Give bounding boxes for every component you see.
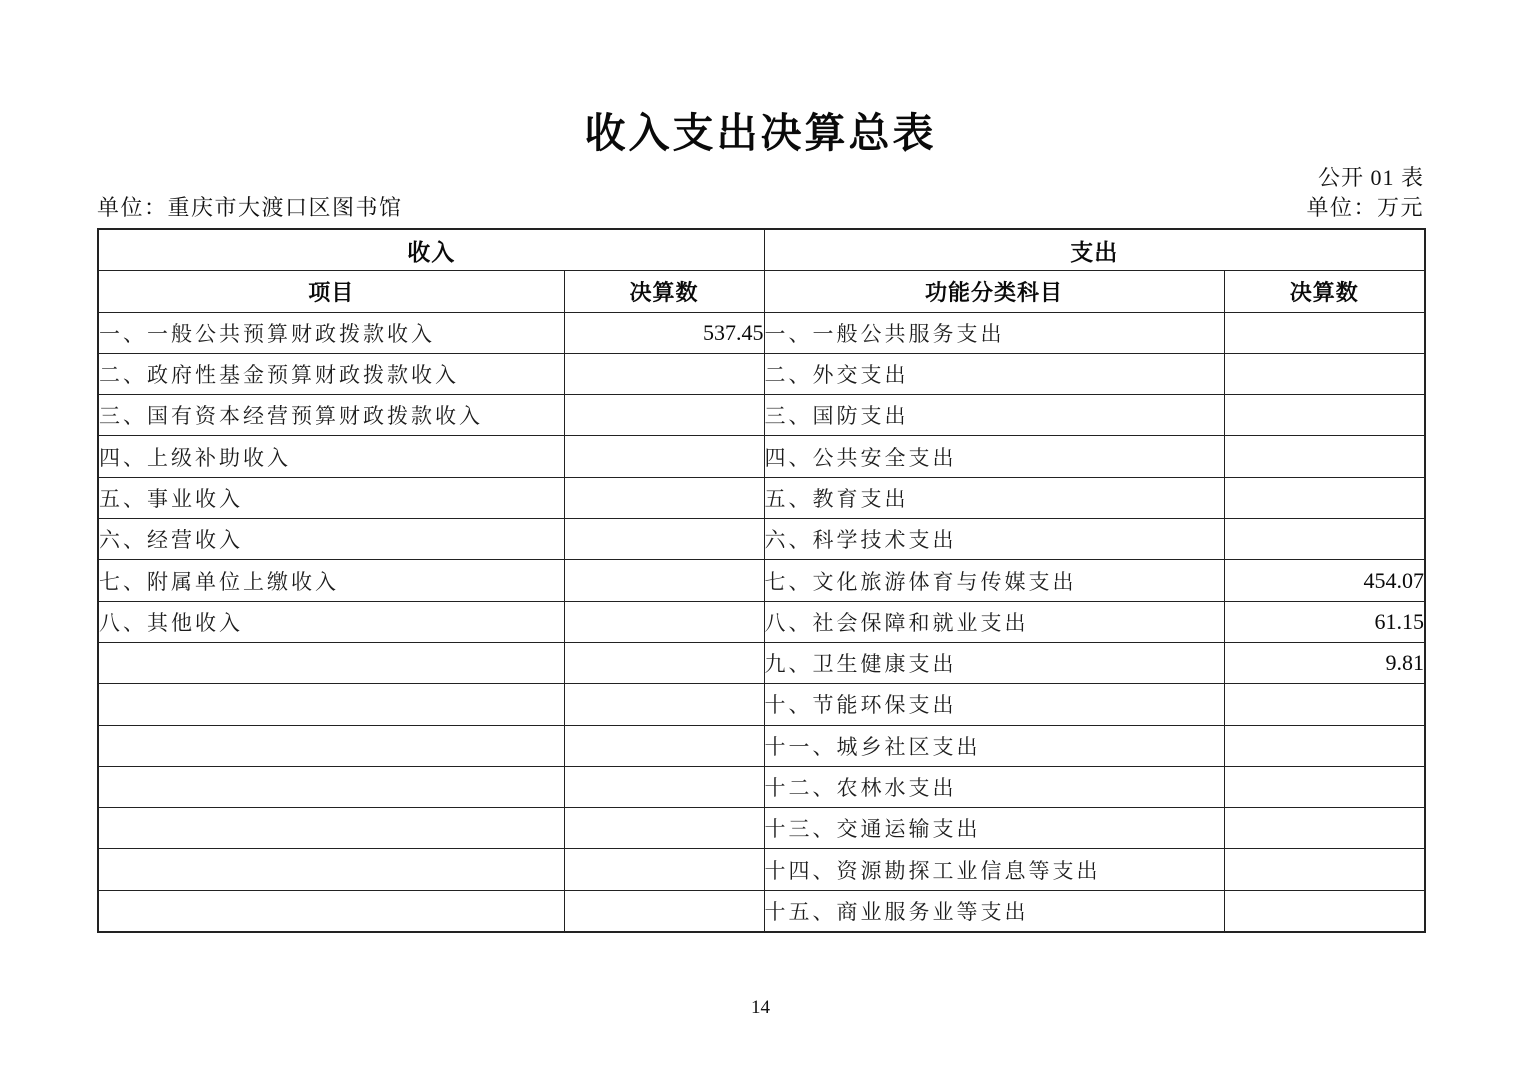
expense-item: 十三、交通运输支出 bbox=[764, 808, 1224, 849]
expense-value bbox=[1224, 766, 1425, 807]
expense-item: 六、科学技术支出 bbox=[764, 519, 1224, 560]
unit-of-measure: 单位：万元 bbox=[1306, 195, 1424, 220]
unit-name: 单位：重庆市大渡口区图书馆 bbox=[97, 195, 403, 220]
income-item: 八、其他收入 bbox=[98, 601, 564, 642]
income-item bbox=[98, 849, 564, 890]
income-value bbox=[564, 560, 764, 601]
income-item: 三、国有资本经营预算财政拨款收入 bbox=[98, 395, 564, 436]
income-value: 537.45 bbox=[564, 312, 764, 353]
expense-item: 十二、农林水支出 bbox=[764, 766, 1224, 807]
table-row bbox=[98, 601, 1425, 642]
expense-value bbox=[1224, 477, 1425, 518]
page-title: 收入支出决算总表 bbox=[584, 110, 937, 156]
table-row bbox=[98, 725, 1425, 766]
expense-value bbox=[1224, 395, 1425, 436]
income-value bbox=[564, 642, 764, 683]
income-value bbox=[564, 890, 764, 932]
table-row bbox=[98, 766, 1425, 807]
income-item bbox=[98, 890, 564, 932]
income-item: 六、经营收入 bbox=[98, 519, 564, 560]
expense-item-column-header: 功能分类科目 bbox=[764, 271, 1224, 312]
expense-item: 十一、城乡社区支出 bbox=[764, 725, 1224, 766]
income-section-header: 收入 bbox=[98, 229, 764, 271]
expense-value bbox=[1224, 684, 1425, 725]
income-value bbox=[564, 477, 764, 518]
expense-value: 454.07 bbox=[1224, 560, 1425, 601]
expense-value bbox=[1224, 312, 1425, 353]
income-value bbox=[564, 436, 764, 477]
income-item bbox=[98, 684, 564, 725]
table-row bbox=[98, 353, 1425, 394]
page-number: 14 bbox=[751, 997, 770, 1018]
expense-value bbox=[1224, 353, 1425, 394]
income-value bbox=[564, 808, 764, 849]
income-item: 一、一般公共预算财政拨款收入 bbox=[98, 312, 564, 353]
expense-section-header: 支出 bbox=[764, 229, 1425, 271]
income-item bbox=[98, 642, 564, 683]
expense-value bbox=[1224, 436, 1425, 477]
income-item-column-header: 项目 bbox=[98, 271, 564, 312]
income-item: 四、上级补助收入 bbox=[98, 436, 564, 477]
table-row bbox=[98, 642, 1425, 683]
section-header-row bbox=[98, 229, 1425, 271]
table-row bbox=[98, 808, 1425, 849]
income-value-column-header: 决算数 bbox=[564, 271, 764, 312]
table-row bbox=[98, 477, 1425, 518]
meta-row bbox=[97, 191, 1424, 222]
income-value bbox=[564, 519, 764, 560]
income-item: 二、政府性基金预算财政拨款收入 bbox=[98, 353, 564, 394]
expense-item: 十、节能环保支出 bbox=[764, 684, 1224, 725]
income-value bbox=[564, 766, 764, 807]
expense-value bbox=[1224, 849, 1425, 890]
expense-value bbox=[1224, 519, 1425, 560]
income-item: 五、事业收入 bbox=[98, 477, 564, 518]
expense-item: 五、教育支出 bbox=[764, 477, 1224, 518]
income-item bbox=[98, 808, 564, 849]
income-value bbox=[564, 601, 764, 642]
income-value bbox=[564, 684, 764, 725]
table-row bbox=[98, 849, 1425, 890]
column-header-row bbox=[98, 271, 1425, 312]
expense-item: 一、一般公共服务支出 bbox=[764, 312, 1224, 353]
table-row bbox=[98, 436, 1425, 477]
expense-value bbox=[1224, 890, 1425, 932]
budget-summary-table bbox=[97, 228, 1426, 933]
income-value bbox=[564, 353, 764, 394]
table-row bbox=[98, 560, 1425, 601]
income-value bbox=[564, 725, 764, 766]
expense-item: 十四、资源勘探工业信息等支出 bbox=[764, 849, 1224, 890]
income-item: 七、附属单位上缴收入 bbox=[98, 560, 564, 601]
expense-item: 二、外交支出 bbox=[764, 353, 1224, 394]
expense-item: 十五、商业服务业等支出 bbox=[764, 890, 1224, 932]
table-row bbox=[98, 395, 1425, 436]
expense-item: 七、文化旅游体育与传媒支出 bbox=[764, 560, 1224, 601]
table-row bbox=[98, 312, 1425, 353]
income-value bbox=[564, 849, 764, 890]
table-row bbox=[98, 519, 1425, 560]
income-item bbox=[98, 766, 564, 807]
expense-value-column-header: 决算数 bbox=[1224, 271, 1425, 312]
income-value bbox=[564, 395, 764, 436]
expense-value bbox=[1224, 725, 1425, 766]
expense-item: 四、公共安全支出 bbox=[764, 436, 1224, 477]
table-number: 公开 01 表 bbox=[1317, 165, 1424, 190]
income-item bbox=[98, 725, 564, 766]
expense-item: 九、卫生健康支出 bbox=[764, 642, 1224, 683]
expense-value bbox=[1224, 808, 1425, 849]
table-row bbox=[98, 684, 1425, 725]
expense-value: 61.15 bbox=[1224, 601, 1425, 642]
expense-item: 三、国防支出 bbox=[764, 395, 1224, 436]
expense-value: 9.81 bbox=[1224, 642, 1425, 683]
expense-item: 八、社会保障和就业支出 bbox=[764, 601, 1224, 642]
table-row bbox=[98, 890, 1425, 932]
